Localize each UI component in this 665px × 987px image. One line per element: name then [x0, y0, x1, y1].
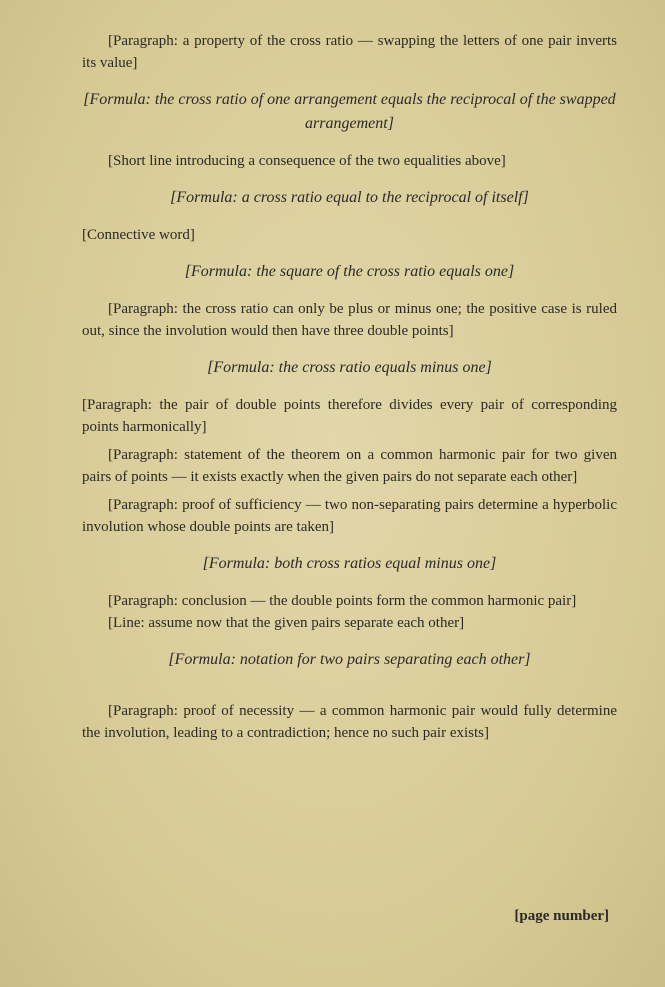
- page-number: [page number]: [514, 908, 609, 924]
- paragraph-7: [Paragraph: proof of sufficiency — two non-separating pairs determine a hyperbolic involution whose double points are taken]: [82, 497, 617, 535]
- paragraph-1: [Paragraph: a property of the cross ratio — swapping the letters of one pair inverts its value]: [82, 33, 617, 71]
- formula-5: [Formula: both cross ratios equal minus one]: [202, 555, 497, 572]
- paragraph-2: [Short line introducing a consequence of the two equalities above]: [108, 153, 506, 169]
- formula-3: [Formula: the square of the cross ratio equals one]: [184, 263, 515, 280]
- paragraph-5: [Paragraph: the pair of double points therefore divides every pair of corresponding points harmonically]: [82, 397, 617, 435]
- paragraph-4: [Paragraph: the cross ratio can only be plus or minus one; the positive case is ruled out, since the involution would then have three double points]: [82, 301, 617, 339]
- paragraph-9: [Line: assume now that the given pairs separate each other]: [108, 615, 465, 631]
- paragraph-3: [Connective word]: [82, 227, 195, 243]
- formula-2: [Formula: a cross ratio equal to the reciprocal of itself]: [170, 189, 529, 206]
- paragraph-6: [Paragraph: statement of the theorem on a common harmonic pair for two given pairs of points — it exists exactly when the given pairs do not separate each other]: [82, 447, 617, 485]
- paragraph-10: [Paragraph: proof of necessity — a common harmonic pair would fully determine the involution, leading to a contradiction; hence no such pair exists]: [82, 703, 617, 741]
- paragraph-8: [Paragraph: conclusion — the double points form the common harmonic pair]: [108, 593, 577, 609]
- formula-1: [Formula: the cross ratio of one arrangement equals the reciprocal of the swapped arrangement]: [83, 91, 616, 132]
- formula-4: [Formula: the cross ratio equals minus one]: [207, 359, 492, 376]
- formula-6: [Formula: notation for two pairs separating each other]: [168, 651, 531, 668]
